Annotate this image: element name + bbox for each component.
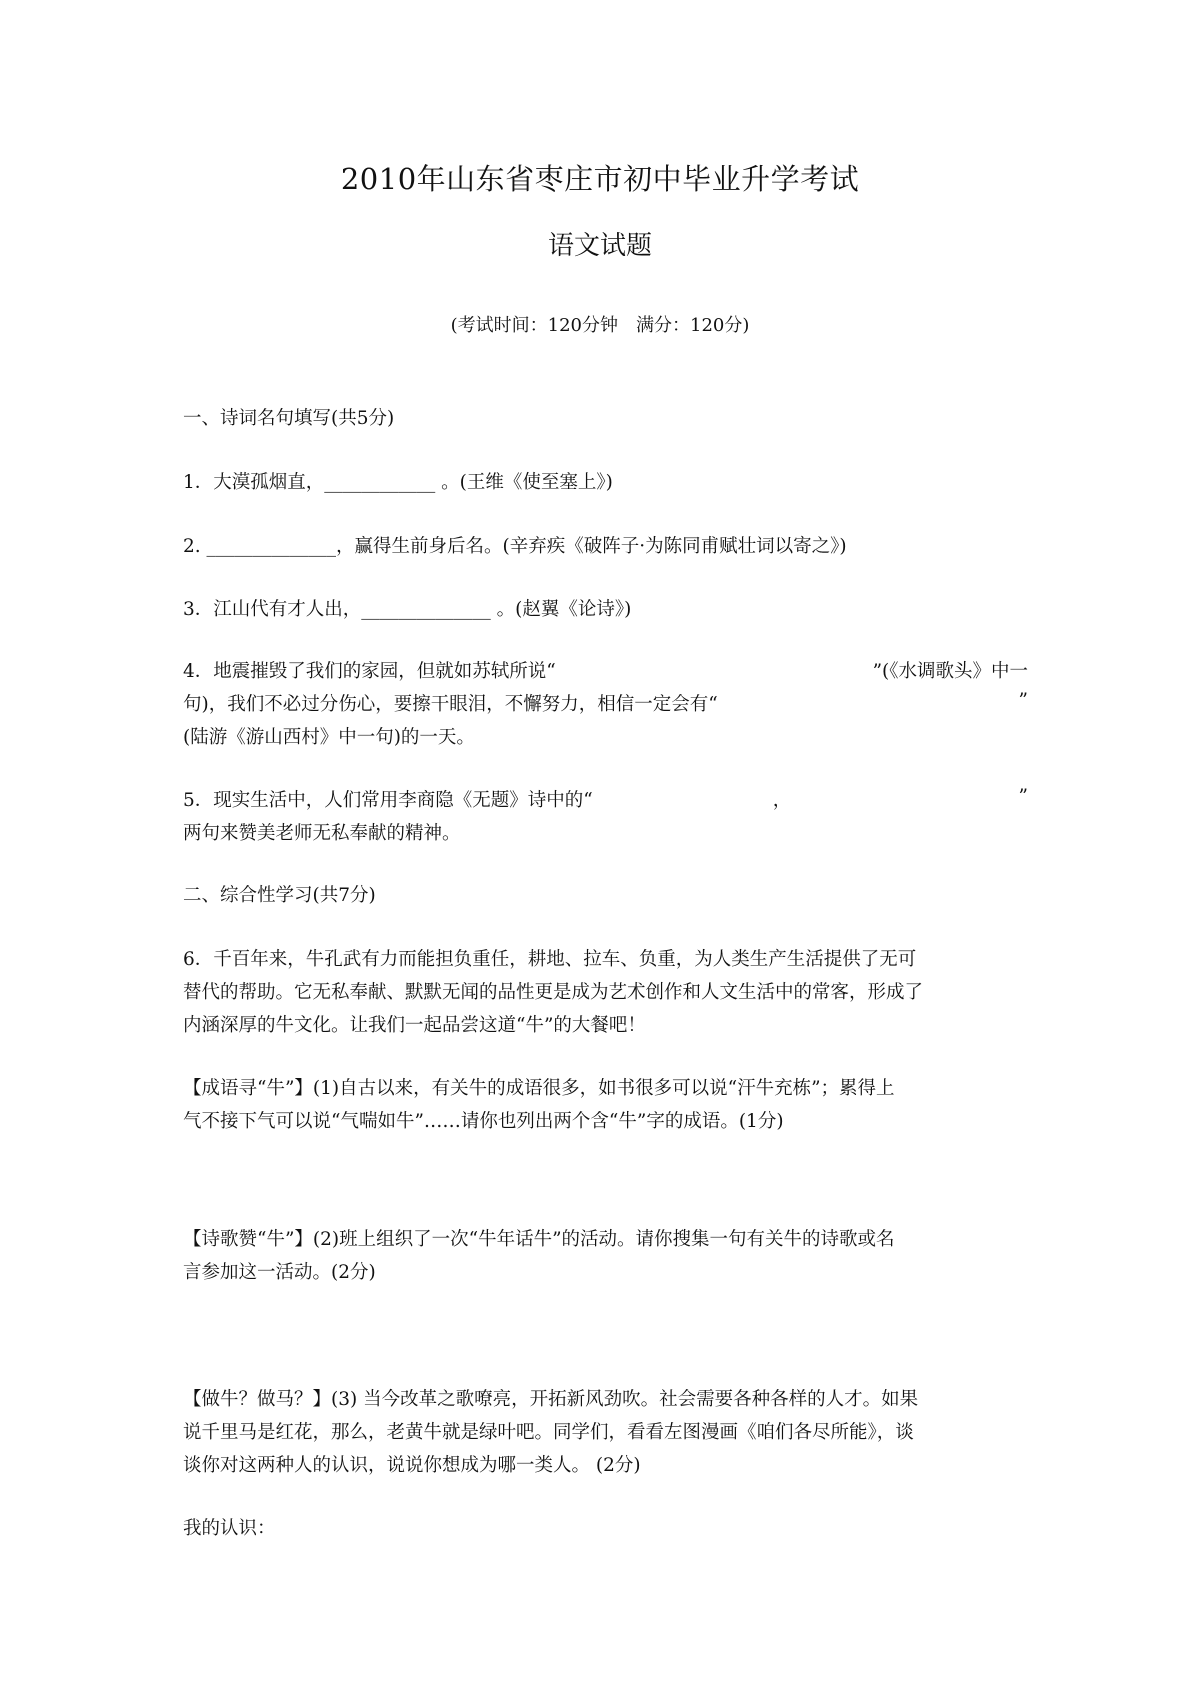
question-4-line2 [183, 690, 1028, 716]
question-3: 3．江山代有才人出，______________ 。(赵翼《论诗》) [183, 599, 632, 620]
page-subtitle: 语文试题 [547, 231, 652, 261]
question-6-line1: 6．千百年来，牛孔武有力而能担负重任，耕地、拉车、负重，为人类生产生活提供了无可 [183, 949, 917, 970]
idiom-prompt-line1: 【成语寻“牛”】(1)自古以来，有关牛的成语很多，如书很多可以说“汗牛充栋”；累得上 [183, 1078, 895, 1099]
question-4-line1 [183, 657, 1028, 683]
page-title: 2010年山东省枣庄市初中毕业升学考试 [340, 162, 860, 196]
question-1: 1．大漠孤烟直，____________ 。(王维《使至塞上》) [183, 472, 613, 493]
poem-prompt-line2: 言参加这一活动。(2分) [183, 1262, 376, 1283]
question-4-line3: (陆游《游山西村》中一句)的一天。 [183, 727, 475, 748]
poem-prompt-line1: 【诗歌赞“牛”】(2)班上组织了一次“牛年话牛”的活动。请你搜集一句有关牛的诗歌或名 [183, 1229, 895, 1250]
q4-text-b: ”(《水调歌头》中一 [872, 661, 1028, 682]
section2-heading: 二、综合性学习(共7分) [183, 885, 376, 906]
ox-horse-prompt-line1: 【做牛？做马？】(3) 当今改革之歌嘹亮，开拓新风劲吹。社会需要各种各样的人才。如果 [183, 1389, 919, 1410]
question-5-line2: 两句来赞美老师无私奉献的精神。 [183, 823, 461, 844]
q4-text-d: ” [1018, 690, 1028, 711]
my-view-label: 我的认识： [183, 1518, 276, 1539]
q4-text-c: 句)，我们不必过分伤心，要擦干眼泪，不懈努力，相信一定会有“ [183, 694, 718, 715]
section1-heading: 一、诗词名句填写(共5分) [183, 408, 395, 429]
exam-info: (考试时间：120分钟 满分：120分) [450, 315, 750, 336]
q5-comma: ， [772, 790, 792, 811]
question-5-line1 [183, 786, 1028, 812]
ox-horse-prompt-line3: 谈你对这两种人的认识，说说你想成为哪一类人。 (2分) [183, 1455, 641, 1476]
idiom-prompt-line2: 气不接下气可以说“气喘如牛”……请你也列出两个含“牛”字的成语。(1分) [183, 1111, 784, 1132]
question-6-line3: 内涵深厚的牛文化。让我们一起品尝这道“牛”的大餐吧！ [183, 1015, 646, 1036]
ox-horse-prompt-line2: 说千里马是红花，那么，老黄牛就是绿叶吧。同学们，看看左图漫画《咱们各尽所能》，谈 [183, 1422, 914, 1443]
question-2: 2. ______________，赢得生前身后名。(辛弃疾《破阵子·为陈同甫赋壮词以寄之》) [183, 536, 847, 557]
q4-text-a: 4．地震摧毁了我们的家园，但就如苏轼所说“ [183, 661, 556, 682]
question-6-line2: 替代的帮助。它无私奉献、默默无闻的品性更是成为艺术创作和人文生活中的常客，形成了 [183, 982, 924, 1003]
q5-quote-end: ” [1018, 786, 1028, 807]
q5-text-a: 5．现实生活中，人们常用李商隐《无题》诗中的“ [183, 790, 593, 811]
